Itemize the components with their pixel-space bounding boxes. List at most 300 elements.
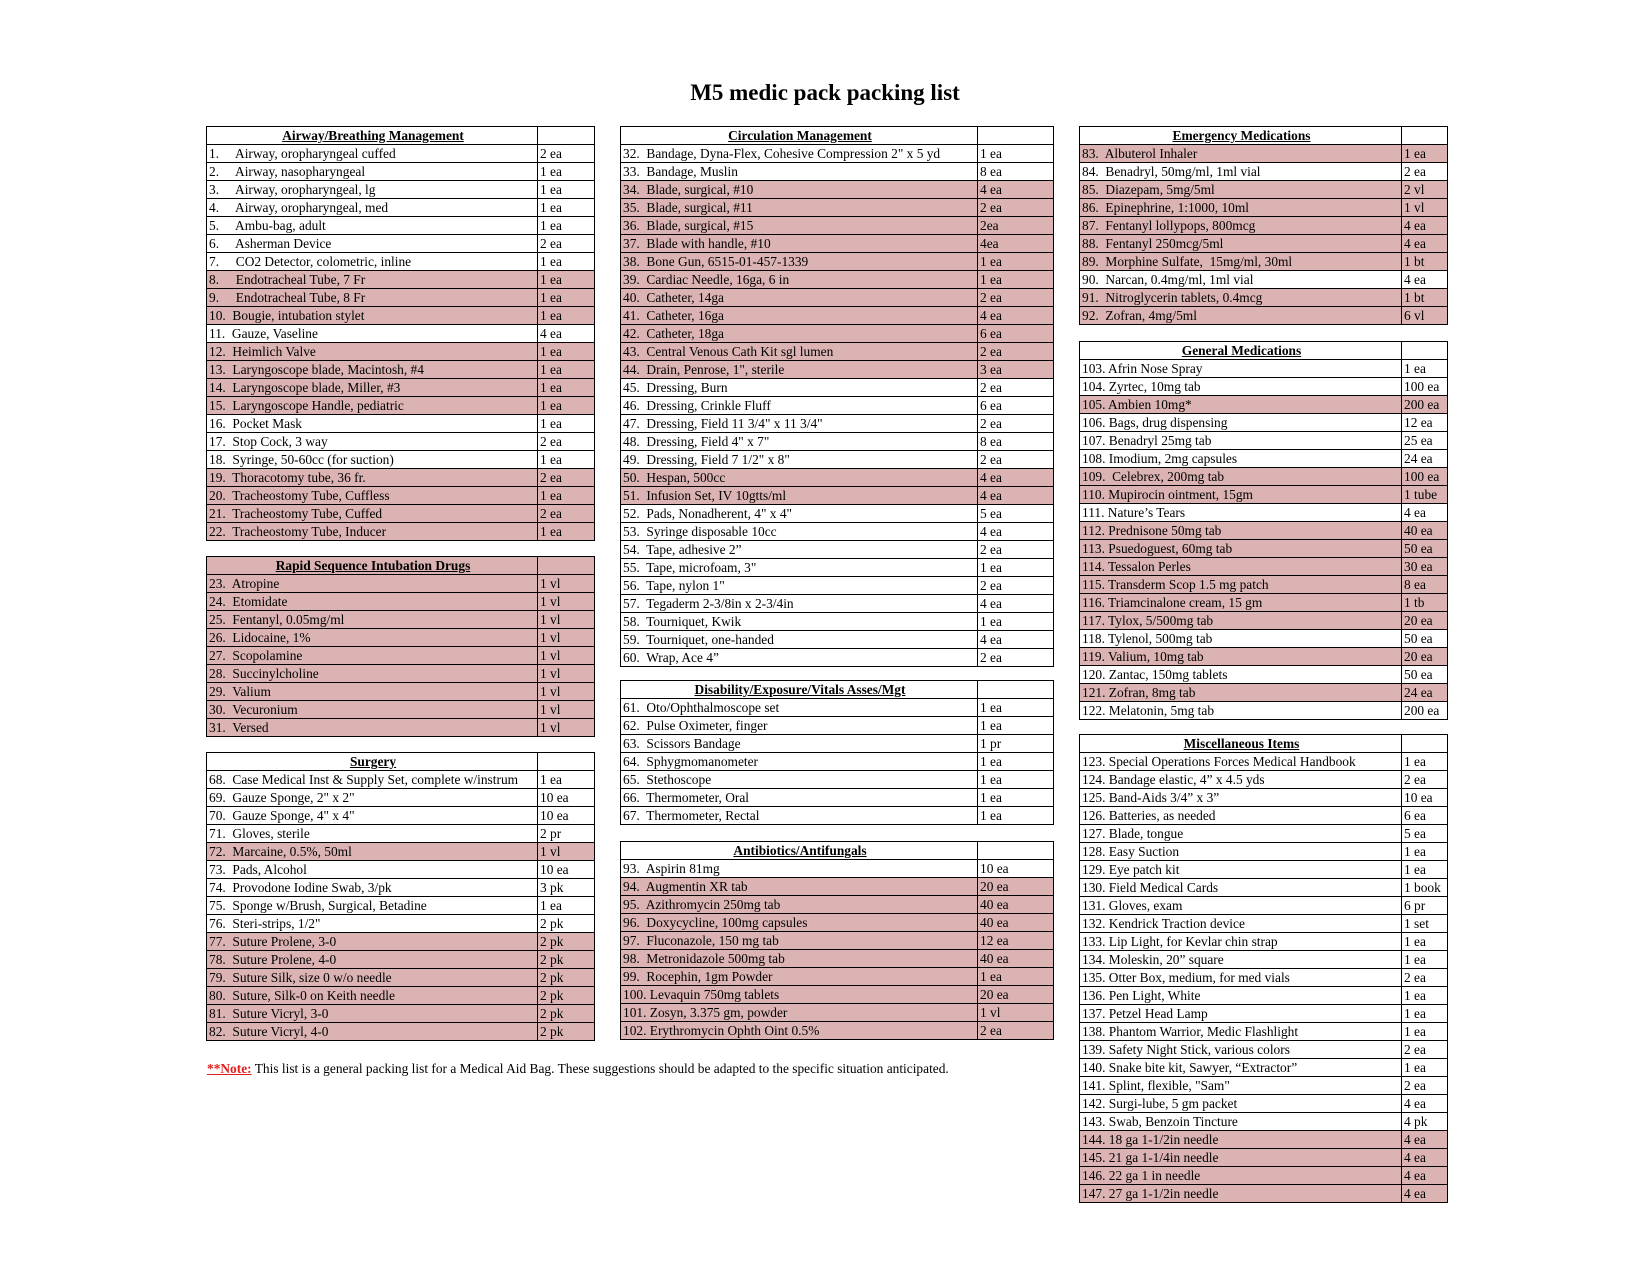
table-general-medications — [1079, 341, 1448, 720]
table-row — [1080, 468, 1448, 486]
item-quantity: 1 ea — [978, 789, 1054, 807]
item-quantity: 10 ea — [538, 861, 595, 879]
item-quantity: 2 pk — [538, 1005, 595, 1023]
page-title: M5 medic pack packing list — [690, 80, 960, 105]
table-row — [621, 271, 1054, 289]
table-row — [1080, 951, 1448, 969]
table-row — [207, 307, 595, 325]
item-quantity: 4 ea — [978, 523, 1054, 541]
item-label: 130. Field Medical Cards — [1080, 879, 1402, 897]
table-row — [1080, 235, 1448, 253]
item-quantity: 2 ea — [538, 505, 595, 523]
item-label: 117. Tylox, 5/500mg tab — [1080, 612, 1402, 630]
item-label: 81. Suture Vicryl, 3-0 — [207, 1005, 538, 1023]
section-header-qty — [1402, 127, 1448, 145]
section-header-row — [621, 842, 1054, 860]
item-label: 28. Succinylcholine — [207, 665, 538, 683]
table-row — [621, 896, 1054, 914]
item-label: 38. Bone Gun, 6515-01-457-1339 — [621, 253, 978, 271]
item-quantity: 50 ea — [1402, 540, 1448, 558]
item-label: 9. Endotracheal Tube, 8 Fr — [207, 289, 538, 307]
table-row — [207, 451, 595, 469]
table-row — [1080, 378, 1448, 396]
table-row — [621, 145, 1054, 163]
item-quantity: 1 ea — [538, 253, 595, 271]
section-header-qty — [538, 127, 595, 145]
item-label: 54. Tape, adhesive 2” — [621, 541, 978, 559]
section-header-qty — [1402, 735, 1448, 753]
table-row — [621, 771, 1054, 789]
table-row — [621, 932, 1054, 950]
table-circulation-management — [620, 126, 1054, 667]
item-label: 112. Prednisone 50mg tab — [1080, 522, 1402, 540]
item-label: 120. Zantac, 150mg tablets — [1080, 666, 1402, 684]
item-label: 142. Surgi-lube, 5 gm packet — [1080, 1095, 1402, 1113]
item-quantity: 2 ea — [538, 235, 595, 253]
item-label: 90. Narcan, 0.4mg/ml, 1ml vial — [1080, 271, 1402, 289]
section-header: Surgery — [207, 753, 538, 771]
item-label: 65. Stethoscope — [621, 771, 978, 789]
table-row — [207, 415, 595, 433]
item-label: 123. Special Operations Forces Medical Handbook — [1080, 753, 1402, 771]
item-label: 26. Lidocaine, 1% — [207, 629, 538, 647]
item-quantity: 4 ea — [978, 487, 1054, 505]
item-quantity: 3 ea — [978, 361, 1054, 379]
item-label: 99. Rocephin, 1gm Powder — [621, 968, 978, 986]
item-quantity: 1 ea — [1402, 951, 1448, 969]
item-quantity: 10 ea — [538, 789, 595, 807]
item-label: 15. Laryngoscope Handle, pediatric — [207, 397, 538, 415]
item-label: 3. Airway, oropharyngeal, lg — [207, 181, 538, 199]
item-quantity: 4 ea — [978, 307, 1054, 325]
item-quantity: 8 ea — [978, 433, 1054, 451]
item-quantity: 40 ea — [978, 914, 1054, 932]
section-header: Miscellaneous Items — [1080, 735, 1402, 753]
item-quantity: 1 ea — [978, 253, 1054, 271]
item-quantity: 2 ea — [978, 649, 1054, 667]
item-quantity: 8 ea — [978, 163, 1054, 181]
item-label: 96. Doxycycline, 100mg capsules — [621, 914, 978, 932]
item-label: 82. Suture Vicryl, 4-0 — [207, 1023, 538, 1041]
table-row — [1080, 1185, 1448, 1203]
table-row — [1080, 1095, 1448, 1113]
item-label: 139. Safety Night Stick, various colors — [1080, 1041, 1402, 1059]
item-label: 116. Triamcinalone cream, 15 gm — [1080, 594, 1402, 612]
item-quantity: 1 tube — [1402, 486, 1448, 504]
table-row — [621, 505, 1054, 523]
table-row — [1080, 1149, 1448, 1167]
item-label: 6. Asherman Device — [207, 235, 538, 253]
item-label: 53. Syringe disposable 10cc — [621, 523, 978, 541]
table-row — [1080, 933, 1448, 951]
item-quantity: 1 ea — [538, 771, 595, 789]
item-label: 43. Central Venous Cath Kit sgl lumen — [621, 343, 978, 361]
item-label: 124. Bandage elastic, 4” x 4.5 yds — [1080, 771, 1402, 789]
item-quantity: 1 ea — [1402, 987, 1448, 1005]
item-quantity: 2 pk — [538, 933, 595, 951]
table-row — [207, 933, 595, 951]
table-row — [621, 914, 1054, 932]
item-quantity: 1 ea — [1402, 1005, 1448, 1023]
item-quantity: 1 vl — [1402, 199, 1448, 217]
item-quantity: 1 pr — [978, 735, 1054, 753]
item-quantity: 50 ea — [1402, 666, 1448, 684]
item-quantity: 1 ea — [538, 361, 595, 379]
table-row — [1080, 289, 1448, 307]
item-label: 18. Syringe, 50-60cc (for suction) — [207, 451, 538, 469]
item-label: 98. Metronidazole 500mg tab — [621, 950, 978, 968]
item-quantity: 1 ea — [538, 379, 595, 397]
table-row — [1080, 861, 1448, 879]
item-quantity: 2 ea — [538, 469, 595, 487]
item-quantity: 2 pr — [538, 825, 595, 843]
item-label: 36. Blade, surgical, #15 — [621, 217, 978, 235]
item-label: 107. Benadryl 25mg tab — [1080, 432, 1402, 450]
table-row — [1080, 217, 1448, 235]
item-quantity: 6 ea — [978, 397, 1054, 415]
table-row — [621, 451, 1054, 469]
table-row — [1080, 648, 1448, 666]
table-row — [1080, 1113, 1448, 1131]
item-quantity: 2 ea — [978, 1022, 1054, 1040]
item-label: 47. Dressing, Field 11 3/4" x 11 3/4" — [621, 415, 978, 433]
item-label: 69. Gauze Sponge, 2" x 2" — [207, 789, 538, 807]
table-row — [621, 199, 1054, 217]
item-quantity: 2 ea — [1402, 771, 1448, 789]
section-header: Emergency Medications — [1080, 127, 1402, 145]
item-label: 114. Tessalon Perles — [1080, 558, 1402, 576]
item-label: 127. Blade, tongue — [1080, 825, 1402, 843]
table-surgery — [206, 752, 595, 1041]
item-label: 95. Azithromycin 250mg tab — [621, 896, 978, 914]
item-quantity: 1 ea — [538, 397, 595, 415]
item-label: 48. Dressing, Field 4" x 7" — [621, 433, 978, 451]
item-label: 1. Airway, oropharyngeal cuffed — [207, 145, 538, 163]
item-label: 88. Fentanyl 250mcg/5ml — [1080, 235, 1402, 253]
item-label: 23. Atropine — [207, 575, 538, 593]
table-row — [207, 843, 595, 861]
table-row — [1080, 594, 1448, 612]
table-row — [207, 343, 595, 361]
item-quantity: 1 ea — [978, 271, 1054, 289]
table-row — [207, 181, 595, 199]
item-quantity: 4 ea — [978, 469, 1054, 487]
table-row — [621, 541, 1054, 559]
table-row — [207, 397, 595, 415]
item-quantity: 4 ea — [1402, 217, 1448, 235]
item-label: 104. Zyrtec, 10mg tab — [1080, 378, 1402, 396]
section-header: Airway/Breathing Management — [207, 127, 538, 145]
item-quantity: 1 ea — [978, 968, 1054, 986]
table-emergency-medications — [1079, 126, 1448, 325]
item-label: 8. Endotracheal Tube, 7 Fr — [207, 271, 538, 289]
table-row — [621, 807, 1054, 825]
item-label: 62. Pulse Oximeter, finger — [621, 717, 978, 735]
item-label: 97. Fluconazole, 150 mg tab — [621, 932, 978, 950]
item-label: 92. Zofran, 4mg/5ml — [1080, 307, 1402, 325]
item-quantity: 1 ea — [1402, 933, 1448, 951]
item-quantity: 24 ea — [1402, 684, 1448, 702]
item-label: 73. Pads, Alcohol — [207, 861, 538, 879]
table-disability-exposure-vitals — [620, 680, 1054, 825]
table-row — [1080, 1005, 1448, 1023]
item-label: 32. Bandage, Dyna-Flex, Cohesive Compression 2" x 5 yd — [621, 145, 978, 163]
table-row — [621, 613, 1054, 631]
item-quantity: 100 ea — [1402, 468, 1448, 486]
section-header: General Medications — [1080, 342, 1402, 360]
item-label: 59. Tourniquet, one-handed — [621, 631, 978, 649]
table-row — [207, 361, 595, 379]
item-label: 4. Airway, oropharyngeal, med — [207, 199, 538, 217]
item-label: 66. Thermometer, Oral — [621, 789, 978, 807]
item-quantity: 1 vl — [538, 593, 595, 611]
section-header-row — [621, 127, 1054, 145]
item-label: 133. Lip Light, for Kevlar chin strap — [1080, 933, 1402, 951]
item-quantity: 1 book — [1402, 879, 1448, 897]
item-label: 143. Swab, Benzoin Tincture — [1080, 1113, 1402, 1131]
item-label: 135. Otter Box, medium, for med vials — [1080, 969, 1402, 987]
item-label: 45. Dressing, Burn — [621, 379, 978, 397]
item-label: 67. Thermometer, Rectal — [621, 807, 978, 825]
table-row — [207, 969, 595, 987]
item-quantity: 6 vl — [1402, 307, 1448, 325]
item-label: 42. Catheter, 18ga — [621, 325, 978, 343]
item-quantity: 1 ea — [978, 771, 1054, 789]
item-quantity: 1 vl — [538, 843, 595, 861]
item-label: 17. Stop Cock, 3 way — [207, 433, 538, 451]
item-quantity: 1 bt — [1402, 253, 1448, 271]
table-row — [207, 1005, 595, 1023]
item-label: 31. Versed — [207, 719, 538, 737]
table-row — [1080, 576, 1448, 594]
table-row — [1080, 879, 1448, 897]
item-label: 140. Snake bite kit, Sawyer, “Extractor” — [1080, 1059, 1402, 1077]
item-label: 138. Phantom Warrior, Medic Flashlight — [1080, 1023, 1402, 1041]
item-quantity: 1 ea — [538, 289, 595, 307]
item-label: 106. Bags, drug dispensing — [1080, 414, 1402, 432]
item-label: 94. Augmentin XR tab — [621, 878, 978, 896]
table-row — [1080, 702, 1448, 720]
table-row — [207, 271, 595, 289]
item-label: 30. Vecuronium — [207, 701, 538, 719]
table-row — [1080, 612, 1448, 630]
table-row — [621, 860, 1054, 878]
item-quantity: 1 ea — [538, 897, 595, 915]
item-label: 141. Splint, flexible, "Sam" — [1080, 1077, 1402, 1095]
item-quantity: 1 ea — [538, 451, 595, 469]
section-header-row — [207, 753, 595, 771]
item-quantity: 1 vl — [538, 683, 595, 701]
item-quantity: 20 ea — [978, 878, 1054, 896]
item-quantity: 20 ea — [978, 986, 1054, 1004]
item-label: 37. Blade with handle, #10 — [621, 235, 978, 253]
table-row — [621, 469, 1054, 487]
table-row — [207, 825, 595, 843]
item-quantity: 3 pk — [538, 879, 595, 897]
table-row — [207, 199, 595, 217]
item-quantity: 2 ea — [538, 433, 595, 451]
table-row — [621, 753, 1054, 771]
item-quantity: 2 pk — [538, 987, 595, 1005]
note-text: This list is a general packing list for a Medical Aid Bag. These suggestions should be adapted to the specific situation anticipated. — [254, 1061, 949, 1076]
item-label: 126. Batteries, as needed — [1080, 807, 1402, 825]
table-row — [621, 523, 1054, 541]
section-header-row — [207, 557, 595, 575]
section-header-row — [1080, 735, 1448, 753]
table-row — [621, 235, 1054, 253]
item-quantity: 200 ea — [1402, 396, 1448, 414]
item-quantity: 1 vl — [538, 719, 595, 737]
item-label: 132. Kendrick Traction device — [1080, 915, 1402, 933]
item-label: 131. Gloves, exam — [1080, 897, 1402, 915]
section-header-qty — [978, 127, 1054, 145]
item-label: 12. Heimlich Valve — [207, 343, 538, 361]
table-row — [621, 699, 1054, 717]
table-row — [207, 861, 595, 879]
table-row — [621, 950, 1054, 968]
item-quantity: 2 ea — [1402, 969, 1448, 987]
table-row — [1080, 843, 1448, 861]
item-label: 105. Ambien 10mg* — [1080, 396, 1402, 414]
item-label: 25. Fentanyl, 0.05mg/ml — [207, 611, 538, 629]
item-label: 128. Easy Suction — [1080, 843, 1402, 861]
table-row — [1080, 825, 1448, 843]
item-label: 121. Zofran, 8mg tab — [1080, 684, 1402, 702]
section-header-qty — [538, 557, 595, 575]
item-label: 103. Afrin Nose Spray — [1080, 360, 1402, 378]
item-quantity: 40 ea — [978, 950, 1054, 968]
item-quantity: 1 ea — [978, 699, 1054, 717]
item-label: 129. Eye patch kit — [1080, 861, 1402, 879]
item-quantity: 1 ea — [538, 199, 595, 217]
table-row — [207, 575, 595, 593]
item-label: 24. Etomidate — [207, 593, 538, 611]
item-label: 39. Cardiac Needle, 16ga, 6 in — [621, 271, 978, 289]
table-row — [207, 253, 595, 271]
item-quantity: 1 set — [1402, 915, 1448, 933]
item-quantity: 2 ea — [538, 145, 595, 163]
item-label: 68. Case Medical Inst & Supply Set, complete w/instrum — [207, 771, 538, 789]
table-row — [1080, 630, 1448, 648]
table-row — [621, 217, 1054, 235]
table-row — [1080, 145, 1448, 163]
table-row — [1080, 807, 1448, 825]
item-label: 55. Tape, microfoam, 3" — [621, 559, 978, 577]
table-row — [1080, 1023, 1448, 1041]
item-label: 118. Tylenol, 500mg tab — [1080, 630, 1402, 648]
item-quantity: 4ea — [978, 235, 1054, 253]
item-label: 40. Catheter, 14ga — [621, 289, 978, 307]
item-quantity: 2ea — [978, 217, 1054, 235]
item-label: 145. 21 ga 1-1/4in needle — [1080, 1149, 1402, 1167]
table-row — [621, 878, 1054, 896]
table-row — [621, 361, 1054, 379]
table-row — [207, 879, 595, 897]
item-quantity: 1 ea — [1402, 861, 1448, 879]
item-label: 93. Aspirin 81mg — [621, 860, 978, 878]
item-label: 35. Blade, surgical, #11 — [621, 199, 978, 217]
item-quantity: 1 ea — [1402, 843, 1448, 861]
table-row — [621, 986, 1054, 1004]
item-label: 71. Gloves, sterile — [207, 825, 538, 843]
item-quantity: 1 ea — [1402, 753, 1448, 771]
item-label: 46. Dressing, Crinkle Fluff — [621, 397, 978, 415]
item-label: 136. Pen Light, White — [1080, 987, 1402, 1005]
item-quantity: 6 pr — [1402, 897, 1448, 915]
item-quantity: 2 ea — [978, 577, 1054, 595]
item-quantity: 4 ea — [1402, 235, 1448, 253]
item-label: 76. Steri-strips, 1/2" — [207, 915, 538, 933]
item-quantity: 1 ea — [538, 217, 595, 235]
table-row — [1080, 666, 1448, 684]
table-row — [207, 629, 595, 647]
item-label: 86. Epinephrine, 1:1000, 10ml — [1080, 199, 1402, 217]
table-row — [207, 379, 595, 397]
table-row — [1080, 753, 1448, 771]
table-row — [1080, 558, 1448, 576]
table-row — [621, 325, 1054, 343]
table-row — [207, 915, 595, 933]
item-label: 122. Melatonin, 5mg tab — [1080, 702, 1402, 720]
table-row — [1080, 450, 1448, 468]
table-row — [621, 307, 1054, 325]
table-row — [207, 897, 595, 915]
item-label: 125. Band-Aids 3/4” x 3” — [1080, 789, 1402, 807]
item-label: 74. Provodone Iodine Swab, 3/pk — [207, 879, 538, 897]
table-row — [207, 951, 595, 969]
table-row — [621, 649, 1054, 667]
item-label: 7. CO2 Detector, colometric, inline — [207, 253, 538, 271]
item-label: 80. Suture, Silk-0 on Keith needle — [207, 987, 538, 1005]
section-header: Rapid Sequence Intubation Drugs — [207, 557, 538, 575]
table-row — [1080, 163, 1448, 181]
item-quantity: 4 ea — [1402, 1095, 1448, 1113]
item-quantity: 1 ea — [1402, 360, 1448, 378]
table-row — [1080, 969, 1448, 987]
table-rapid-sequence-intubation-drugs — [206, 556, 595, 737]
table-row — [1080, 414, 1448, 432]
item-quantity: 4 ea — [1402, 271, 1448, 289]
item-label: 70. Gauze Sponge, 4" x 4" — [207, 807, 538, 825]
item-label: 22. Tracheostomy Tube, Inducer — [207, 523, 538, 541]
item-quantity: 1 ea — [538, 487, 595, 505]
item-label: 108. Imodium, 2mg capsules — [1080, 450, 1402, 468]
item-label: 29. Valium — [207, 683, 538, 701]
item-quantity: 4 ea — [1402, 504, 1448, 522]
item-label: 61. Oto/Ophthalmoscope set — [621, 699, 978, 717]
item-quantity: 2 ea — [978, 415, 1054, 433]
item-quantity: 50 ea — [1402, 630, 1448, 648]
item-label: 16. Pocket Mask — [207, 415, 538, 433]
item-label: 101. Zosyn, 3.375 gm, powder — [621, 1004, 978, 1022]
table-row — [207, 647, 595, 665]
item-label: 33. Bandage, Muslin — [621, 163, 978, 181]
item-quantity: 1 ea — [538, 271, 595, 289]
item-label: 72. Marcaine, 0.5%, 50ml — [207, 843, 538, 861]
item-label: 144. 18 ga 1-1/2in needle — [1080, 1131, 1402, 1149]
table-antibiotics-antifungals — [620, 841, 1054, 1040]
item-quantity: 1 ea — [978, 613, 1054, 631]
table-row — [621, 379, 1054, 397]
table-row — [1080, 307, 1448, 325]
item-quantity: 6 ea — [1402, 807, 1448, 825]
section-header-row — [1080, 342, 1448, 360]
item-label: 44. Drain, Penrose, 1", sterile — [621, 361, 978, 379]
item-quantity: 24 ea — [1402, 450, 1448, 468]
section-header: Circulation Management — [621, 127, 978, 145]
table-row — [621, 717, 1054, 735]
item-label: 56. Tape, nylon 1" — [621, 577, 978, 595]
